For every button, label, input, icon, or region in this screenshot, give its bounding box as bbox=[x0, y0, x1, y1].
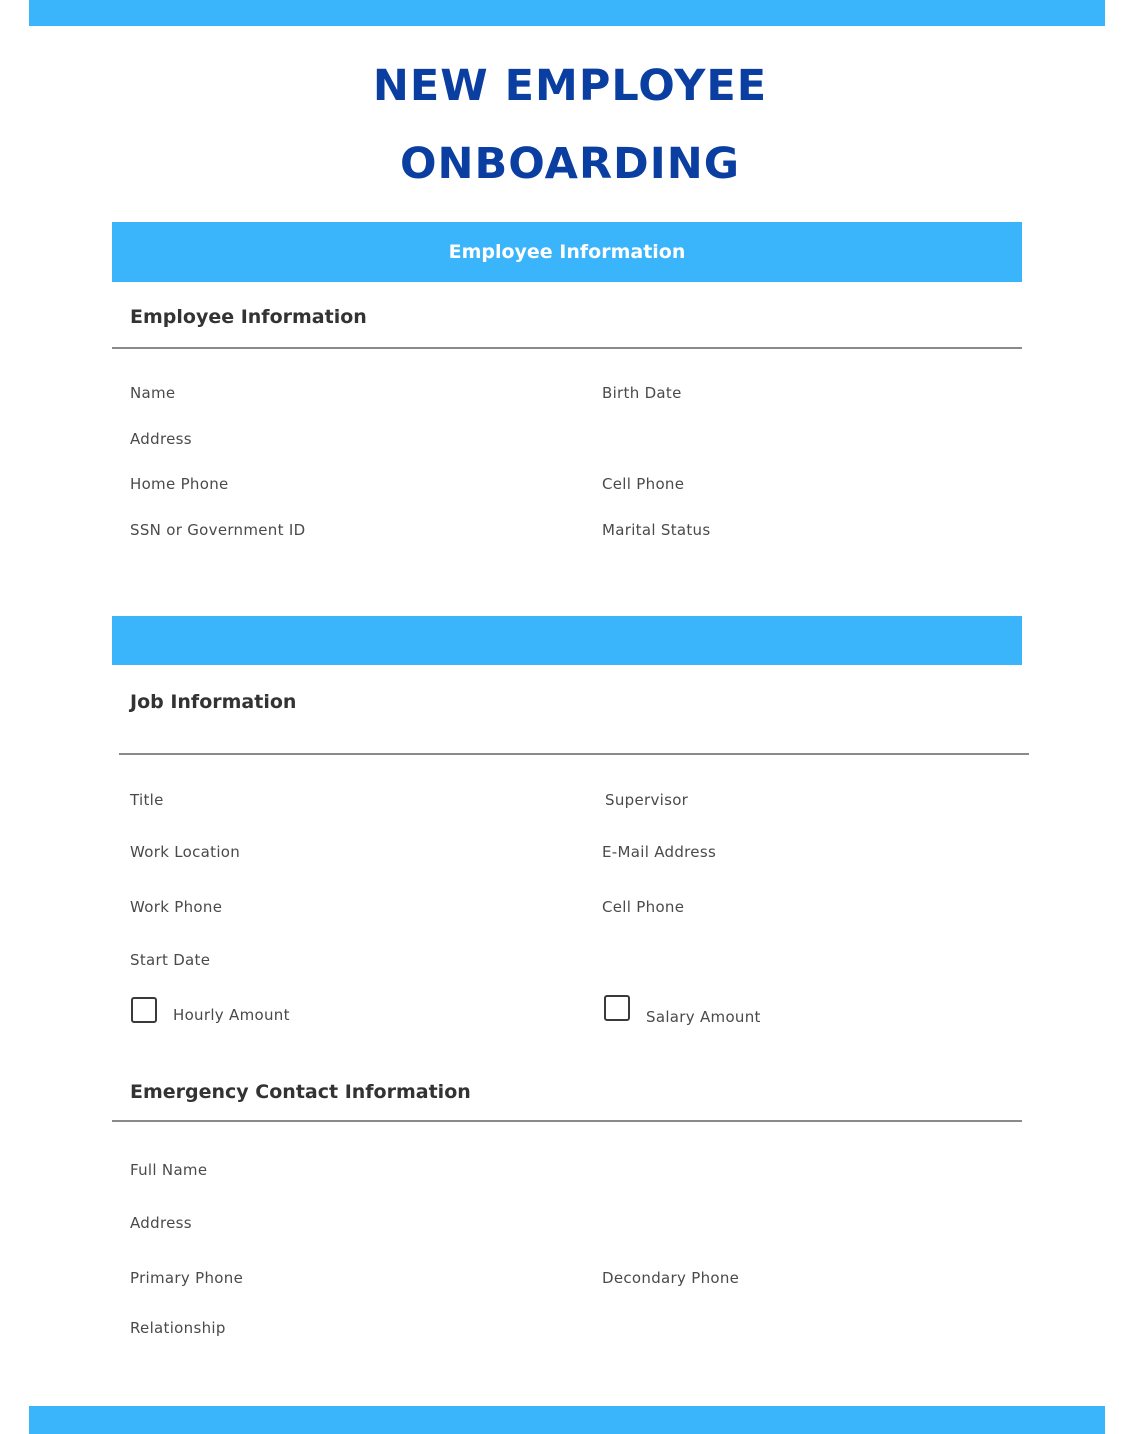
bottom-accent-bar bbox=[29, 1406, 1105, 1434]
address-label: Address bbox=[130, 430, 192, 448]
employee-info-heading: Employee Information bbox=[130, 306, 367, 328]
name-label: Name bbox=[130, 384, 176, 402]
salary-amount-label: Salary Amount bbox=[646, 1008, 761, 1026]
job-info-divider bbox=[119, 753, 1029, 755]
emergency-address-label: Address bbox=[130, 1214, 192, 1232]
employee-info-banner-label: Employee Information bbox=[448, 241, 686, 263]
home-phone-label: Home Phone bbox=[130, 475, 229, 493]
job-info-heading: Job Information bbox=[130, 691, 297, 713]
marital-status-label: Marital Status bbox=[602, 521, 711, 539]
secondary-phone-label: Decondary Phone bbox=[602, 1269, 740, 1287]
emergency-contact-divider bbox=[112, 1120, 1022, 1122]
full-name-label: Full Name bbox=[130, 1161, 208, 1179]
birth-date-label: Birth Date bbox=[602, 384, 682, 402]
email-label: E-Mail Address bbox=[602, 843, 717, 861]
work-location-label: Work Location bbox=[130, 843, 241, 861]
top-accent-bar bbox=[29, 0, 1105, 26]
emergency-contact-heading: Emergency Contact Information bbox=[130, 1081, 471, 1103]
title-label: Title bbox=[130, 791, 164, 809]
job-info-banner bbox=[112, 616, 1022, 665]
employee-info-banner bbox=[112, 222, 1022, 282]
page-title-line-2: ONBOARDING bbox=[399, 139, 741, 189]
work-phone-label: Work Phone bbox=[130, 898, 223, 916]
primary-phone-label: Primary Phone bbox=[130, 1269, 244, 1287]
hourly-amount-label: Hourly Amount bbox=[173, 1006, 290, 1024]
supervisor-label: Supervisor bbox=[605, 791, 689, 809]
hourly-amount-checkbox[interactable] bbox=[131, 997, 157, 1023]
salary-amount-checkbox[interactable] bbox=[604, 995, 630, 1021]
job-cell-phone-label: Cell Phone bbox=[602, 898, 685, 916]
start-date-label: Start Date bbox=[130, 951, 211, 969]
employee-info-divider bbox=[112, 347, 1022, 349]
relationship-label: Relationship bbox=[130, 1319, 226, 1337]
cell-phone-label: Cell Phone bbox=[602, 475, 685, 493]
ssn-label: SSN or Government ID bbox=[130, 521, 306, 539]
page-title-line-1: NEW EMPLOYEE bbox=[372, 61, 768, 111]
